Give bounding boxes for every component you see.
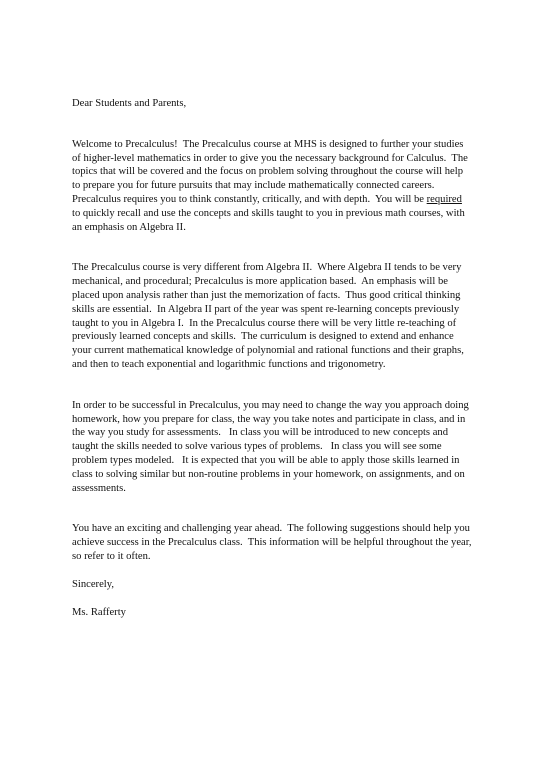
paragraph-line: your current mathematical knowledge of polynomial and rational functions and their graphs, [72, 345, 464, 357]
paragraph-line: assessments. [72, 482, 126, 494]
paragraph-line: topics that will be covered and the focus on problem solving throughout the course will help [72, 166, 464, 178]
paragraph-line: mechanical, and procedural; Precalculus is more application based. An emphasis will be [72, 276, 448, 288]
paragraph-line: You have an exciting and challenging year ahead. The following suggestions should help you [72, 523, 470, 535]
paragraph-welcome [72, 138, 484, 235]
paragraph-line: class to solving similar but non-routine problems in your homework, on assignments, and on [72, 468, 465, 480]
paragraph-line: previously learned concepts and skills. The curriculum is designed to extend and enhance [72, 331, 454, 343]
paragraph-success [72, 399, 484, 496]
paragraph-line: so refer to it often. [72, 550, 151, 562]
paragraph-line: to prepare you for future pursuits that may include mathematically connected careers. [72, 180, 435, 192]
signature: Ms. Rafferty [72, 606, 126, 618]
paragraph-line: placed upon analysis rather than just the memorization of facts. Thus good critical thinking [72, 289, 461, 301]
paragraph-line: and then to teach exponential and logarithmic functions and trigonometry. [72, 358, 386, 370]
paragraph-line: In order to be successful in Precalculus, you may need to change the way you approach doing [72, 399, 469, 411]
paragraph-line: The Precalculus course is very different from Algebra II. Where Algebra II tends to be very [72, 262, 462, 274]
paragraph-year-ahead [72, 522, 484, 563]
paragraph-line: achieve success in the Precalculus class. This information will be helpful throughout the year, [72, 537, 472, 549]
paragraph-course-difference [72, 261, 484, 371]
paragraph-line: of higher-level mathematics in order to give you the necessary background for Calculus. The [72, 152, 468, 164]
paragraph-line: taught the skills needed to solve various types of problems. In class you will see some [72, 441, 442, 453]
paragraph-line: an emphasis on Algebra II. [72, 221, 186, 233]
letter-body [72, 97, 484, 619]
paragraph-line: taught to you in Algebra I. In the Precalculus course there will be very little re-teaching of [72, 317, 457, 329]
greeting: Dear Students and Parents, [72, 98, 187, 109]
paragraph-line: homework, how you prepare for class, the way you take notes and participate in class, and in [72, 413, 466, 425]
underlined-word: required [426, 193, 462, 205]
closing: Sincerely, [72, 578, 114, 590]
paragraph-line: Welcome to Precalculus! The Precalculus course at MHS is designed to further your studies [72, 138, 464, 150]
paragraph-line: the way you study for assessments. In class you will be introduced to new concepts and [72, 427, 449, 439]
paragraph-line: skills are essential. In Algebra II part of the year was spent re-learning concepts previously [72, 303, 460, 315]
paragraph-line-with-emphasis [72, 193, 484, 207]
paragraph-line-text: Precalculus requires you to think constantly, critically, and with depth. You will be [72, 193, 427, 205]
paragraph-line: to quickly recall and use the concepts and skills taught to you in previous math courses, with [72, 207, 465, 219]
paragraph-line: problem types modeled. It is expected that you will be able to apply those skills learned in [72, 454, 460, 466]
